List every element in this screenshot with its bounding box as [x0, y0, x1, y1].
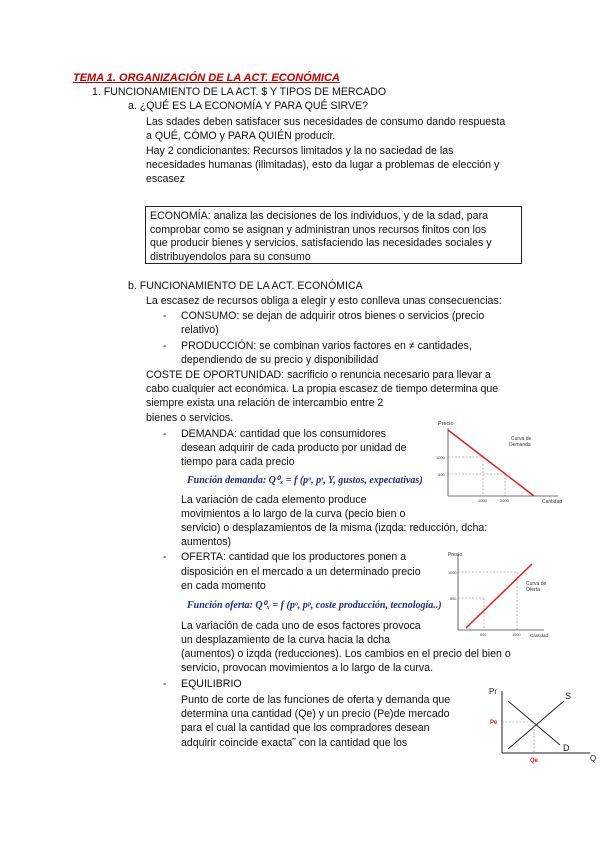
bullet-line: adquirir coincide exacta˜ con la cantidad que los: [181, 737, 408, 749]
bullet-line: servicio, provocan movimientos a lo largo de la curva.: [181, 662, 434, 674]
supply-ytick: 500: [450, 597, 457, 601]
bullet-line: relativo): [181, 324, 219, 336]
demand-ytick: 500: [438, 472, 445, 477]
para-line: Hay 2 condicionantes: Recursos limitados y la no saciedad de las: [146, 145, 454, 157]
eq-s-label: S: [565, 691, 572, 701]
demand-formula: Función demanda: Q⁰ₓ = f (pᵒ, pʳ, Y, gustos, expectativas): [187, 475, 423, 486]
para-line: Las sdades deben satisfacer sus necesidades de consumo dando respuesta: [146, 116, 506, 128]
box-line: distribuyendolos para su consumo: [150, 250, 311, 263]
supply-xtick: 1000: [512, 633, 521, 637]
subsection-b-heading: b. FUNCIONAMIENTO DE LA ACT. ECONÓMICA: [128, 280, 363, 292]
bullet-line: Punto de corte de las funciones de oferta y demanda que: [181, 694, 451, 706]
bullet-line: servicio) o desplazamientos de la misma (izqda: reducción, dcha:: [181, 522, 488, 534]
demand-xtick: 1000: [478, 498, 487, 503]
eq-qe-label: Qe: [530, 758, 539, 764]
eq-xlabel: Q: [590, 754, 597, 763]
bullet-line: CONSUMO: se dejan de adquirir otros bienes o servicios (precio: [181, 310, 485, 322]
supply-curve-label: Oferta: [526, 587, 540, 593]
supply-chart: [446, 548, 556, 640]
bullet-line: OFERTA: cantidad que los productores ponen a: [181, 551, 407, 563]
bullet-line: en cada momento: [181, 580, 266, 592]
demand-xlabel: Cantidad: [542, 499, 563, 505]
supply-curve: [466, 564, 532, 628]
page-title: TEMA 1. ORGANIZACIÓN DE LA ACT. ECONÓMICA: [73, 72, 340, 84]
bullet-heading: EQUILIBRIO: [181, 678, 242, 690]
bullet-line: disposición en el mercado a un determinado precio: [181, 566, 421, 578]
bullet-line: PRODUCCIÓN: se combinan varios factores en ≠ cantidades,: [181, 340, 472, 352]
bullet-dash: -: [163, 428, 167, 440]
para-line: a QUÉ, CÓMO y PARA QUIÉN producir.: [146, 130, 336, 142]
bullet-dash: -: [163, 678, 167, 690]
supply-xlabel: Cantidad: [530, 633, 549, 638]
bullet-dash: -: [163, 310, 167, 322]
demand-curve-label: Curva de: [511, 436, 532, 442]
demand-xtick: 2000: [500, 498, 509, 503]
bullet-line: (aumentos) o izqda (reducciones). Los cambios en el precio del bien o: [181, 648, 511, 660]
para-line: necesidades humanas (ilimitadas), esto da lugar a problemas de elección y: [146, 159, 500, 171]
bullet-line: un desplazamiento de la curva hacia la dcha: [181, 634, 391, 646]
bullet-line: La variación de cada elemento produce: [181, 494, 367, 506]
para-line: siempre exista una relación de intercambio entre 2: [146, 397, 384, 409]
bullet-line: La variación de cada uno de esos factores provoca: [181, 620, 421, 632]
box-line: que producir bienes y servicios, satisfaciendo las necesidades sociales y: [150, 237, 492, 250]
supply-formula: Función oferta: Q⁰ₓ = f (pᵒ, pᵖ, coste producción, tecnología..): [187, 600, 442, 611]
demand-ylabel: Precio: [438, 421, 454, 427]
demand-curve-label: Demanda: [509, 442, 531, 448]
definition-box: [145, 206, 522, 264]
box-line: comprobar como se asignan y administran unos recursos finitos con los: [150, 223, 487, 236]
box-line: ECONOMÍA: analiza las decisiones de los individuos, y de la sdad, para: [150, 210, 488, 222]
bullet-line: DEMANDA: cantidad que los consumidores: [181, 428, 386, 440]
para-line: cabo cualquier act económica. La propia escasez de tiempo determina que: [146, 383, 499, 395]
para-line: La escasez de recursos obliga a elegir y esto conlleva unas consecuencias:: [146, 295, 502, 307]
bullet-line: determina una cantidad (Qe) y un precio (Pe)de mercado: [181, 708, 450, 720]
eq-ylabel: Pr: [489, 687, 497, 696]
demand-chart: [436, 418, 566, 508]
para-line: escasez: [146, 173, 185, 185]
supply-ylabel: Precio: [448, 552, 463, 558]
bullet-dash: -: [163, 551, 167, 563]
section-1-heading: 1. FUNCIONAMIENTO DE LA ACT. $ Y TIPOS DE MERCADO: [92, 86, 387, 98]
para-line: bienes o servicios.: [146, 412, 234, 424]
bullet-dash: -: [163, 340, 167, 352]
bullet-line: movimientos a lo largo de la curva (pecio bien o: [181, 508, 406, 520]
bullet-line: tiempo para cada precio: [181, 456, 295, 468]
supply-xtick: 500: [480, 633, 487, 637]
subsection-a-heading: a. ¿QUÉ ES LA ECONOMÍA Y PARA QUÉ SIRVE?: [128, 100, 369, 112]
supply-curve-label: Curva de: [526, 581, 547, 587]
eq-pe-label: Pe: [490, 720, 498, 726]
bullet-line: para el cual la cantidad que los compradores desean: [181, 722, 430, 734]
bullet-line: dependiendo de su precio y disponibilidad: [181, 354, 379, 366]
bullet-line: aumentos): [181, 536, 232, 548]
supply-ytick: 1000: [448, 571, 457, 575]
bullet-line: desean adquirir de cada producto por unidad de: [181, 442, 407, 454]
demand-ytick: 1000: [436, 455, 445, 460]
para-line: COSTE DE OPORTUNIDAD: sacrificio o renuncia necesario para llevar a: [146, 369, 491, 381]
equilibrium-chart: [490, 685, 600, 771]
eq-d-label: D: [563, 743, 570, 753]
